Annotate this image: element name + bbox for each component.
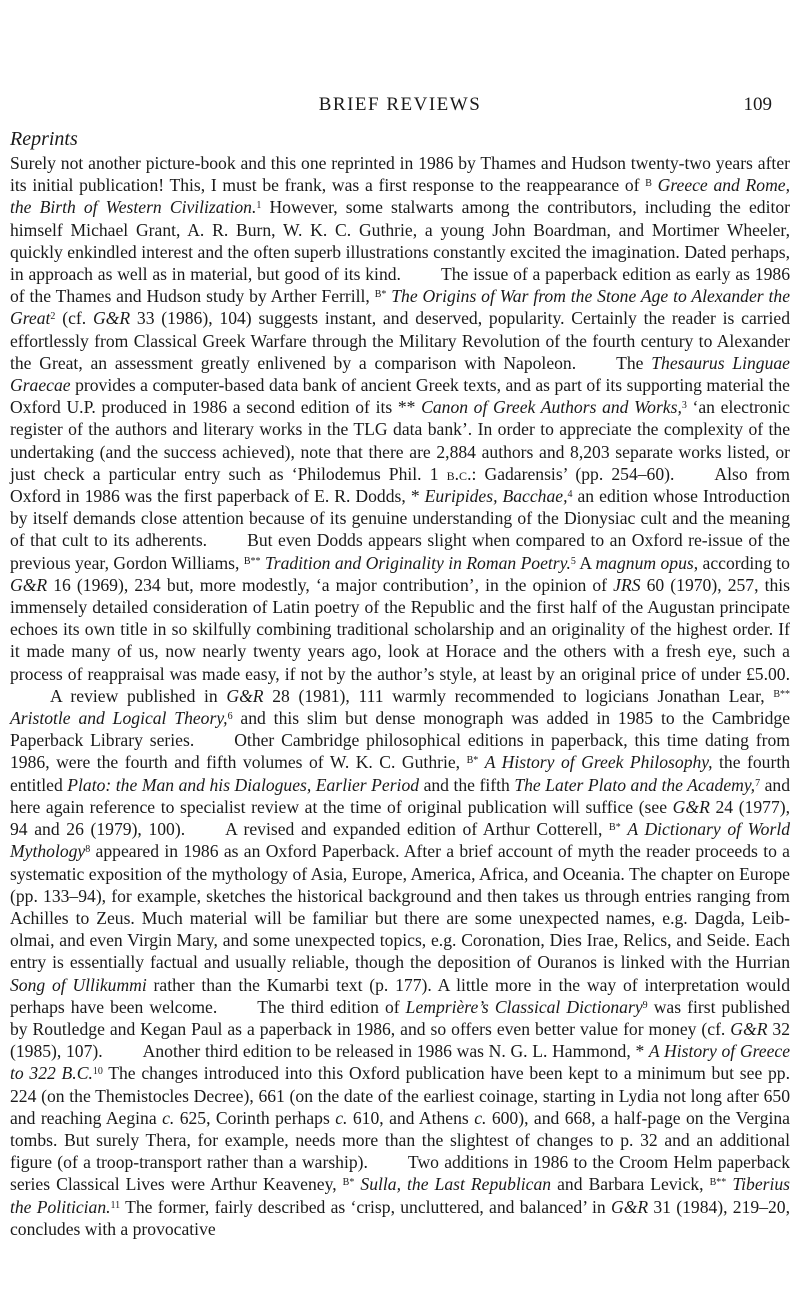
era-abbrev: b.c. [446, 463, 472, 484]
page-number: 109 [743, 94, 772, 115]
book-title: Aristotle and Logical Theory, [10, 708, 228, 729]
footnote-ref: 10 [92, 1066, 103, 1078]
book-title: Tradition and Originality in Roman Poetry. [264, 552, 571, 573]
book-title: A History of Greece to 322 B.C. [10, 1041, 790, 1084]
rating-mark: * [410, 486, 420, 507]
journal-abbrev: G&R [730, 1018, 768, 1039]
journal-abbrev: JRS [613, 574, 641, 595]
review-lempriere: The third edition of Lemprière’s Classical Dictionary$^9$ was first published by Routledge and Kegan Paul as a paperback in 1986, and so offers even better value for money (cf. G&R 32 (1985), 107). [10, 996, 790, 1062]
book-title: Sulla, the Last Republican [360, 1174, 552, 1195]
journal-abbrev: G&R [10, 574, 48, 595]
review-bacchae: Also from Oxford in 1986 was the first paperback of E. R. Dodds, * Euripides, Bacchae,$^4$ an edition whose Introduction by itself demands close attention because of its genuine understanding of the Dionysiac cult and the meaning of that cult to its adherents. [10, 463, 790, 551]
circa-abbrev: c. [335, 1107, 348, 1128]
book-title: Plato: the Man and his Dialogues, Earlier Period [67, 774, 420, 795]
book-title: A History of Greek Philosophy, [484, 752, 713, 773]
review-tradition-originality: But even Dodds appears slight when compared to an Oxford re-issue of the previous year, Gordon Williams, $^{B**}$ Tradition and Originality in Roman Poetry.$^5$ A magnum opus, according to G&R 16 (1969), 234 but, more modestly, ‘a major contribution’, in the opinion of JRS 60 (1970), 257, this immensely detailed consideration of Latin poetry of the Republic and the first half of the Augustan principate echoes its own title in so skilfully combining traditional scholarship and an originality of the highest order. If it made many of us, now nearly twenty years ago, look at Horace and the others with a fresh eye, such a process of reappraisal was made easy, if not by the author’s style, at least by an original price of under £5.00. [10, 530, 791, 684]
circa-abbrev: c. [162, 1107, 175, 1128]
section-heading: Reprints [10, 128, 78, 150]
latin-phrase: magnum opus [595, 552, 694, 573]
rating-mark: * [635, 1041, 645, 1062]
book-title: Greece and Rome, the Birth of Western Civilization. [10, 175, 791, 218]
review-reprint-greece-rome: Surely not another picture-book and this one reprinted in 1986 by Thames and Hudson twenty-two years after its initial publication! This, I must be frank, was a first response to the reappearance of $^B$ Greece and Rome, the Birth of Western Civilization.$^1$ However, some stalwarts among the contributors, including the editor himself Michael Grant, A. R. Burn, W. K. C. Guthrie, a young John Boardman, and Mortimer Wheeler, quickly enkindled interest and the often superb illustrations constantly excited the imagination. Dated perhaps, in approach as well as in material, but good of its kind. [10, 153, 791, 285]
reviews-paragraph [10, 152, 790, 1240]
circa-abbrev: c. [474, 1107, 487, 1128]
rating-mark: B** [243, 555, 261, 567]
book-title: The Origins of War from the Stone Age to Alexander the Great [10, 286, 790, 329]
rating-mark: B* [342, 1177, 355, 1189]
book-title: The Later Plato and the Academy, [514, 774, 756, 795]
rating-mark: B [645, 178, 652, 190]
footnote-ref: 2 [50, 311, 56, 323]
rating-mark: B** [709, 1177, 727, 1189]
rating-mark: B* [374, 289, 387, 301]
rating-mark: B** [773, 688, 790, 700]
review-origins-of-war: The issue of a paperback edition as early as 1986 of the Thames and Hudson study by Arther Ferrill, $^{B*}$ The Origins of War from the Stone Age to Alexander the Great$^2$ (cf. G&R 33 (1986), 104) suggests instant, and deserved, popularity. Certainly the reader is carried effortlessly from Classical Greek Warfare through the Military Revolution of the fourth century to Alexander the Great, an assessment greatly enlivened by a comparison with Napoleon. [10, 264, 790, 373]
review-world-mythology: A revised and expanded edition of Arthur Cotterell, $^{B*}$ A Dictionary of World Mythology$^8$ appeared in 1986 as an Oxford Paperback. After a brief account of myth the reader proceeds to a systematic exposition of the mythology of Asia, Europe, America, Africa, and Oceania. The chapter on Europe (pp. 133–94), for example, sketches the historical background and then takes us through entries ranging from Achilles to Zeus. Much material will be familiar but there are some unexpected names, e.g. Dagda, Leib-olmai, and even Virgin Mary, and some unexpected topics, e.g. Coronation, Dies Irae, Relics, and Seide. Each entry is essentially factual and usually reliable, though the deposition of Ouranos is linked with the Hurrian Song of Ullikummi rather than the Kumarbi text (p. 177). A little more in the way of interpretation would perhaps have been welcome. [10, 819, 791, 1017]
journal-abbrev: G&R [92, 308, 131, 329]
footnote-ref: 1 [256, 200, 262, 212]
review-aristotle-logic: A review published in G&R 28 (1981), 111 warmly recommended to logicians Jonathan Lear, $^{B**}$ Aristotle and Logical Theory,$^6$ and this slim but dense monograph was added in 1985 to the Cambridge Paperback Library series. [10, 685, 790, 751]
footnote-ref: 11 [110, 1199, 121, 1211]
review-classical-lives: Two additions in 1986 to the Croom Helm paperback series Classical Lives were Arthur Keaveney, $^{B*}$ Sulla, the Last Republican and Barbara Levick, $^{B**}$ Tiberius the Politician.$^{11}$ The former, fairly described as ‘crisp, uncluttered, and balanced’ in G&R 31 (1984), 219–20, concludes with a provocative [10, 1152, 791, 1239]
journal-abbrev: G&R [672, 796, 710, 817]
rating-mark: B* [466, 755, 479, 767]
footnote-ref: 5 [570, 555, 576, 567]
footnote-ref: 8 [85, 844, 91, 856]
book-title: A Dictionary of World Mythology [10, 819, 791, 862]
work-title: Song of Ullikummi [10, 974, 147, 995]
footnote-ref: 3 [681, 400, 687, 412]
book-title: Tiberius the Politician. [10, 1174, 791, 1217]
rating-mark: B* [609, 822, 621, 834]
journal-abbrev: G&R [610, 1196, 649, 1217]
running-head [0, 94, 800, 118]
footnote-ref: 4 [567, 489, 573, 501]
book-title: Lemprière’s Classical Dictionary [405, 996, 643, 1017]
review-greek-philosophy: Other Cambridge philosophical editions in paperback, this time dating from 1986, were the fourth and fifth volumes of W. K. C. Guthrie, $^{B*}$ A History of Greek Philosophy, the fourth entitled Plato: the Man and his Dialogues, Earlier Period and the fifth The Later Plato and the Academy,$^7$ and here again reference to specialist review at the time of original publication will suffice (see G&R 24 (1977), 94 and 26 (1979), 100). [10, 730, 791, 840]
review-history-of-greece: Another third edition to be released in 1986 was N. G. L. Hammond, * A History of Greece to 322 B.C.$^{10}$ The changes introduced into this Oxford publication have been kept to a minimum but see pp. 224 (on the Themistocles Decree), 661 (on the date of the earliest coinage, starting in Lydia not long after 650 and reaching Aegina c. 625, Corinth perhaps c. 610, and Athens c. 600), and 668, a half-page on the Vergina tombs. But surely Thera, for example, needs more than the slightest of changes to p. 32 and an additional figure (of a troop-transport rather than a warship). [10, 1041, 790, 1173]
rating-mark: ** [397, 397, 416, 418]
review-text [10, 152, 790, 1240]
footnote-ref: 9 [642, 999, 648, 1011]
book-title: Canon of Greek Authors and Works, [421, 397, 682, 418]
project-title: Thesaurus Linguae Graecae [10, 352, 790, 396]
book-title: Euripides, Bacchae, [424, 486, 568, 507]
review-tlg-canon: The Thesaurus Linguae Graecae provides a computer-based data bank of ancient Greek texts, and as part of its supporting material the Oxford U.P. produced in 1986 a second edition of its ** Canon of Greek Authors and Works,$^3$ ‘an electronic register of the authors and literary works in the TLG data bank’. In order to appreciate the complexity of the undertaking (and the success achieved), note that there are 2,884 authors and 8,203 separate works listed, or just check a particular entry such as ‘Philodemus Phil. 1 b.c.: Gadarensis’ (pp. 254–60). [10, 352, 790, 484]
journal-abbrev: G&R [226, 685, 264, 706]
footnote-ref: 6 [227, 711, 233, 723]
footnote-ref: 7 [755, 777, 761, 789]
running-title: BRIEF REVIEWS [318, 94, 482, 115]
